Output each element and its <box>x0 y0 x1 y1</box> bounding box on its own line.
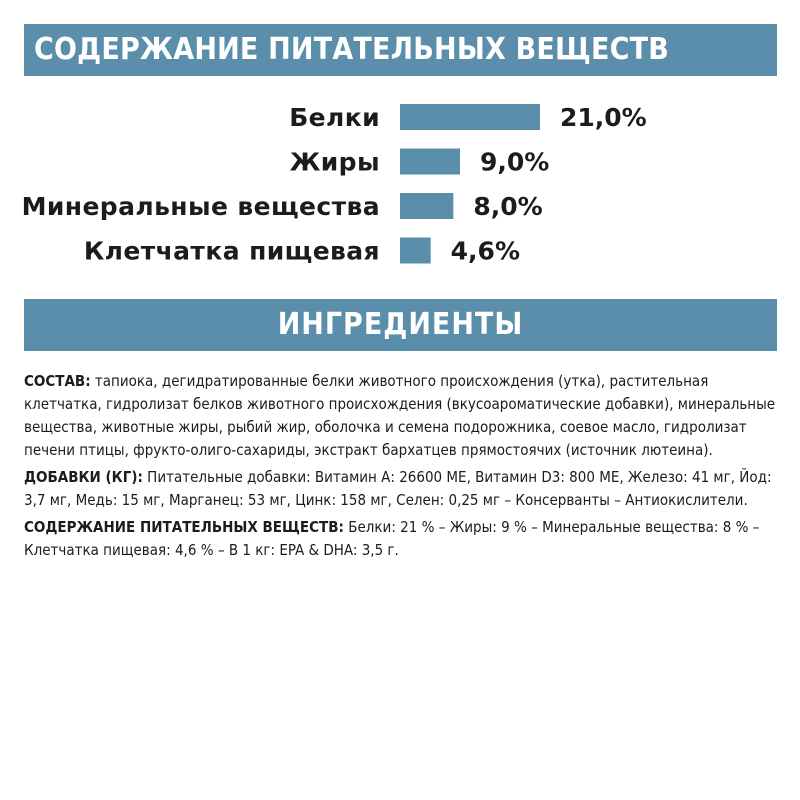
value-label: 9,0% <box>480 147 550 177</box>
nutrients-header-banner <box>24 24 777 76</box>
nutrients-title: СОДЕРЖАНИЕ ПИТАТЕЛЬНЫХ ВЕЩЕСТВ <box>34 32 670 67</box>
nutrients-label: СОДЕРЖАНИЕ ПИТАТЕЛЬНЫХ ВЕЩЕСТВ: <box>24 518 344 536</box>
nutrient-bar-chart <box>0 92 800 282</box>
category-label: Клетчатка пищевая <box>83 236 380 266</box>
category-label: Белки <box>289 103 380 132</box>
nutrients-paragraph <box>24 516 784 562</box>
ingredients-header-banner <box>24 299 777 351</box>
ingredients-section <box>24 370 784 566</box>
nutrients-text: Белки: 21 % – Жиры: 9 % – Минеральные вещества: 8 % – Клетчатка пищевая: 4,6 % – В 1 кг: EPA & DHA: 3,5 г. <box>24 518 760 559</box>
additives-label: ДОБАВКИ (КГ): <box>24 468 143 486</box>
composition-text: тапиока, дегидратированные белки животного происхождения (утка), растительная клетчатка, гидролизат белков животного происхождения (вкусоароматические добавки), минеральные вещества, животные жиры, рыбий жир, оболочка и семена подорожника, соевое масло, гидролизат печени птицы, фрукто-олиго-сахариды, экстракт бархатцев прямостоячих (источник лютеина). <box>24 372 776 459</box>
value-label: 21,0% <box>560 103 647 132</box>
bar <box>400 149 460 175</box>
value-label: 4,6% <box>450 236 521 266</box>
ingredients-title: ИНГРЕДИЕНТЫ <box>277 307 524 342</box>
additives-paragraph <box>24 466 784 512</box>
composition-label: СОСТАВ: <box>24 372 91 390</box>
additives-text: Питательные добавки: Витамин А: 26600 МЕ, Витамин D3: 800 МЕ, Железо: 41 мг, Йод: 3,7 мг, Медь: 15 мг, Марганец: 53 мг, Цинк: 158 мг, Селен: 0,25 мг – Консерванты – Антиокислители. <box>24 468 772 509</box>
category-label: Минеральные вещества <box>21 192 380 221</box>
bar <box>400 193 453 219</box>
value-label: 8,0% <box>473 192 543 221</box>
category-label: Жиры <box>289 147 380 177</box>
composition-paragraph <box>24 370 784 462</box>
bar <box>400 238 431 264</box>
bar <box>400 104 540 130</box>
